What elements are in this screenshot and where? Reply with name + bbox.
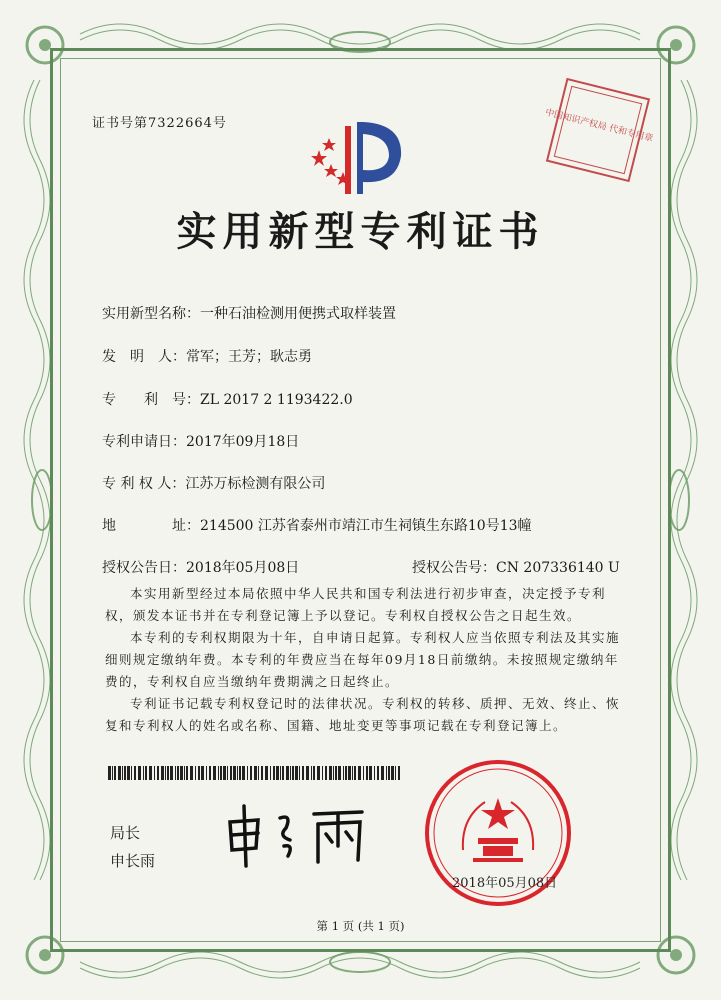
field-value: 2018年05月08日 — [186, 560, 300, 576]
barcode-bar — [345, 766, 347, 780]
barcode-bar — [190, 766, 193, 780]
barcode-bar — [218, 766, 219, 780]
barcode-bar — [198, 766, 200, 780]
barcode-bar — [286, 766, 289, 780]
barcode-bar — [227, 766, 228, 780]
barcode-bar — [108, 766, 111, 780]
field-patent-number — [102, 389, 353, 409]
barcode-bar — [270, 766, 271, 780]
barcode-bar — [276, 766, 279, 780]
seal-date: 2018年05月08日 — [452, 876, 558, 891]
barcode-bar — [180, 766, 183, 780]
barcode-bar — [261, 766, 263, 780]
field-label: 授权公告号： — [412, 560, 496, 576]
barcode-bar — [175, 766, 176, 780]
field-address — [102, 515, 532, 535]
barcode-bar — [280, 766, 281, 780]
barcode-bar — [237, 766, 238, 780]
body-paragraph: 本专利的专利权期限为十年，自申请日起算。专利权人应当依照专利法及其实施细则规定缴纳年费。本专利的年费应当在每年09月18日前缴纳。未按照规定缴纳年费的，专利权自应当缴纳年费期满之日起终止。 — [105, 630, 621, 689]
field-announce-number — [412, 557, 620, 577]
field-label: 发 明 人： — [102, 349, 186, 365]
barcode-bar — [311, 766, 312, 780]
barcode-bar — [348, 766, 351, 780]
barcode-bar — [395, 766, 396, 780]
field-value: ZL 2017 2 1193422.0 — [200, 392, 353, 408]
barcode-bar — [165, 766, 166, 780]
field-label: 专利申请日： — [102, 434, 186, 450]
field-filing-date — [102, 431, 299, 451]
barcode-bar — [388, 766, 390, 780]
official-square-stamp — [543, 84, 654, 176]
certificate-number: 证书号第7322664号 — [92, 116, 227, 131]
barcode-bar — [167, 766, 169, 780]
barcode-bar — [299, 766, 300, 780]
patent-office-logo — [305, 112, 415, 202]
barcode-bar — [338, 766, 341, 780]
barcode-bar — [369, 766, 372, 780]
barcode-bar — [127, 766, 130, 780]
square-stamp-text: 中国知识产权局 代和专用章 — [543, 107, 654, 145]
barcode-bar — [302, 766, 304, 780]
barcode-bar — [265, 766, 268, 780]
field-utility-name — [102, 303, 396, 323]
barcode-bar — [352, 766, 353, 780]
barcode-bar — [381, 766, 384, 780]
barcode-bar — [220, 766, 222, 780]
barcode-bar — [177, 766, 179, 780]
barcode-bar — [112, 766, 113, 780]
field-patentee — [102, 473, 325, 493]
barcode-bar — [363, 766, 364, 780]
barcode-bar — [250, 766, 252, 780]
barcode-bar — [377, 766, 379, 780]
barcode-bar — [157, 766, 159, 780]
barcode-bar — [124, 766, 126, 780]
barcode-bar — [335, 766, 337, 780]
barcode-bar — [201, 766, 204, 780]
barcode-bar — [354, 766, 356, 780]
field-value: 常军；王芳；耿志勇 — [186, 349, 312, 365]
certificate-body — [105, 583, 625, 737]
barcode-bar — [282, 766, 284, 780]
director-name: 申长雨 — [110, 852, 156, 870]
barcode-bar — [273, 766, 275, 780]
barcode-bar — [313, 766, 315, 780]
barcode-bar — [186, 766, 188, 780]
field-value: 214500 江苏省泰州市靖江市生祠镇生东路10号13幢 — [200, 518, 532, 534]
barcode-bar — [170, 766, 173, 780]
barcode-bar — [134, 766, 136, 780]
barcode-bar — [145, 766, 147, 780]
field-label: 实用新型名称： — [102, 306, 200, 322]
barcode-bar — [366, 766, 368, 780]
barcode-bar — [239, 766, 241, 780]
barcode-bar — [329, 766, 332, 780]
director-title: 局长 — [110, 824, 141, 842]
barcode-bar — [143, 766, 144, 780]
barcode-bar — [118, 766, 121, 780]
director-signature — [222, 800, 372, 870]
field-value: 一种石油检测用便携式取样装置 — [200, 306, 396, 322]
barcode-bar — [233, 766, 236, 780]
barcode-bar — [295, 766, 298, 780]
barcode — [108, 766, 404, 780]
barcode-bar — [149, 766, 152, 780]
barcode-bar — [247, 766, 248, 780]
barcode-bar — [317, 766, 320, 780]
barcode-bar — [306, 766, 309, 780]
barcode-bar — [374, 766, 375, 780]
barcode-bar — [398, 766, 400, 780]
barcode-bar — [213, 766, 216, 780]
barcode-bar — [195, 766, 196, 780]
barcode-bar — [333, 766, 334, 780]
barcode-bar — [254, 766, 257, 780]
barcode-bar — [184, 766, 185, 780]
barcode-bar — [391, 766, 394, 780]
barcode-bar — [138, 766, 141, 780]
field-label: 专 利 权 人： — [102, 476, 186, 492]
field-announce-date — [102, 557, 299, 577]
barcode-bar — [154, 766, 155, 780]
barcode-bar — [122, 766, 123, 780]
field-value: 2017年09月18日 — [186, 434, 300, 450]
barcode-bar — [343, 766, 344, 780]
body-paragraph: 本实用新型经过本局依照中华人民共和国专利法进行初步审查，决定授予专利权，颁发本证书并在专利登记簿上予以登记。专利权自授权公告之日起生效。 — [105, 586, 607, 623]
field-label: 地 址： — [102, 518, 200, 534]
page-footer: 第 1 页 (共 1 页) — [316, 919, 405, 933]
field-inventors — [102, 346, 312, 366]
certificate-title: 实用新型专利证书 — [176, 208, 545, 255]
barcode-bar — [358, 766, 361, 780]
field-value: CN 207336140 U — [496, 560, 620, 576]
barcode-bar — [386, 766, 387, 780]
body-paragraph: 专利证书记载专利权登记时的法律状况。专利权的转移、质押、无效、终止、恢复和专利权人的姓名或名称、国籍、地址变更等事项记载在专利登记簿上。 — [105, 696, 621, 733]
barcode-bar — [131, 766, 132, 780]
barcode-bar — [206, 766, 207, 780]
barcode-bar — [223, 766, 226, 780]
field-value: 江苏万标检测有限公司 — [185, 476, 326, 492]
barcode-bar — [161, 766, 164, 780]
barcode-bar — [242, 766, 245, 780]
field-label: 专 利 号： — [102, 392, 200, 408]
barcode-bar — [258, 766, 259, 780]
barcode-bar — [209, 766, 211, 780]
barcode-bar — [292, 766, 294, 780]
barcode-bar — [290, 766, 291, 780]
barcode-bar — [325, 766, 327, 780]
field-label: 授权公告日： — [102, 560, 186, 576]
barcode-bar — [230, 766, 232, 780]
barcode-bar — [114, 766, 116, 780]
barcode-bar — [322, 766, 323, 780]
